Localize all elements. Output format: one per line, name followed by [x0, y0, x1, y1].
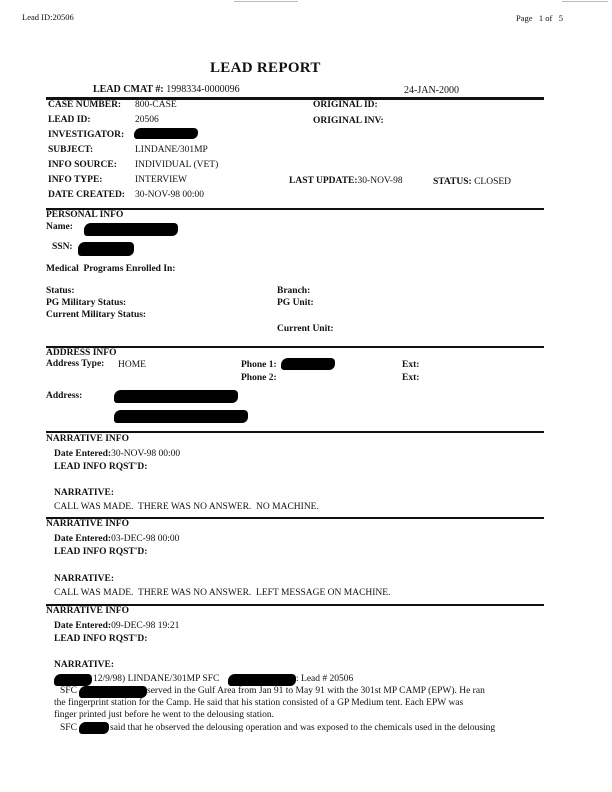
- date-entered-label: Date Entered:: [54, 621, 112, 631]
- info-type-label: INFO TYPE:: [48, 175, 103, 185]
- redaction-narrative-name: [79, 722, 109, 734]
- cmat-label: LEAD CMAT #:: [93, 84, 164, 95]
- narrative-label: NARRATIVE:: [54, 488, 114, 498]
- address-type-value: HOME: [118, 360, 146, 370]
- lead-info-rqstd-label: LEAD INFO RQST'D:: [54, 634, 148, 644]
- cmat-row: [93, 84, 240, 95]
- branch-label: Branch:: [277, 286, 311, 296]
- narrative-line: finger printed just before he went to the delousing station.: [54, 710, 275, 720]
- narrative-info-heading: NARRATIVE INFO: [46, 434, 129, 444]
- status-value: CLOSED: [474, 177, 512, 187]
- narrative-date-entered: [54, 621, 179, 631]
- ssn-label: SSN:: [52, 242, 73, 252]
- redaction-ssn: [78, 242, 134, 256]
- scan-edge-mark: [234, 1, 298, 2]
- redaction-address-line1: [114, 390, 238, 403]
- page-title: LEAD REPORT: [210, 60, 321, 76]
- last-update-value: 30-NOV-98: [357, 176, 403, 186]
- status-label: STATUS:: [433, 177, 472, 187]
- divider: [46, 346, 544, 348]
- redaction-narrative-prefix: [54, 674, 92, 686]
- name-label: Name:: [46, 222, 73, 232]
- scan-edge-mark: [562, 1, 608, 2]
- info-source-value: INDIVIDUAL (VET): [135, 160, 219, 170]
- page-number: Page 1 of 5: [516, 13, 563, 23]
- current-military-status-label: Current Military Status:: [46, 310, 147, 320]
- narrative-text: CALL WAS MADE. THERE WAS NO ANSWER. NO MACHINE.: [54, 502, 319, 512]
- original-id-label: ORIGINAL ID:: [313, 100, 378, 110]
- case-number-label: CASE NUMBER:: [48, 100, 122, 110]
- redaction-investigator: [134, 128, 198, 139]
- last-update-label: LAST UPDATE:: [289, 176, 358, 186]
- redaction-name: [84, 223, 178, 236]
- original-inv-label: ORIGINAL INV:: [313, 116, 384, 126]
- narrative-label: NARRATIVE:: [54, 574, 114, 584]
- investigator-label: INVESTIGATOR:: [48, 130, 125, 140]
- narrative-date-entered: [54, 449, 180, 459]
- personal-info-heading: PERSONAL INFO: [46, 210, 124, 220]
- current-unit-label: Current Unit:: [277, 324, 334, 334]
- pg-unit-label: PG Unit:: [277, 298, 314, 308]
- status: [433, 177, 511, 187]
- date-entered-value: 30-NOV-98 00:00: [111, 449, 181, 459]
- case-number-value: 800-CASE: [135, 100, 177, 110]
- narrative-line: SFC: [60, 723, 77, 733]
- narrative-line: : Lead # 20506: [296, 674, 354, 684]
- narrative-line: served in the Gulf Area from Jan 91 to May 91 with the 301st MP CAMP (EPW). He ran: [147, 686, 485, 696]
- date-entered-label: Date Entered:: [54, 534, 112, 544]
- header-lead-id: Lead ID:20506: [22, 12, 74, 22]
- redaction-narrative-name: [228, 674, 296, 686]
- info-source-label: INFO SOURCE:: [48, 160, 117, 170]
- narrative-info-heading: NARRATIVE INFO: [46, 519, 129, 529]
- address-type-label: Address Type:: [46, 359, 105, 369]
- narrative-text: CALL WAS MADE. THERE WAS NO ANSWER. LEFT MESSAGE ON MACHINE.: [54, 588, 391, 598]
- ext2-label: Ext:: [402, 373, 420, 383]
- lead-info-rqstd-label: LEAD INFO RQST'D:: [54, 547, 148, 557]
- pg-military-status-label: PG Military Status:: [46, 298, 127, 308]
- date-entered-value: 03-DEC-98 00:00: [111, 534, 180, 544]
- narrative-line: the fingerprint station for the Camp. He said that his station consisted of a GP Medium tent. Each EPW was: [54, 698, 464, 708]
- narrative-label: NARRATIVE:: [54, 660, 114, 670]
- lead-id-value: 20506: [135, 115, 159, 125]
- subject-label: SUBJECT:: [48, 145, 94, 155]
- narrative-line: SFC: [60, 686, 77, 696]
- info-type-value: INTERVIEW: [135, 175, 187, 185]
- lead-info-rqstd-label: LEAD INFO RQST'D:: [54, 462, 148, 472]
- medical-programs-label: Medical Programs Enrolled In:: [46, 264, 176, 274]
- date-created-value: 30-NOV-98 00:00: [135, 190, 205, 200]
- address-label: Address:: [46, 391, 83, 401]
- status-field-label: Status:: [46, 286, 75, 296]
- report-date: 24-JAN-2000: [404, 85, 459, 96]
- phone1-label: Phone 1:: [241, 360, 277, 370]
- redaction-narrative-name: [79, 686, 147, 698]
- date-created-label: DATE CREATED:: [48, 190, 125, 200]
- ext1-label: Ext:: [402, 360, 420, 370]
- redaction-phone1: [281, 358, 335, 370]
- date-entered-value: 09-DEC-98 19:21: [111, 621, 180, 631]
- address-info-heading: ADDRESS INFO: [46, 348, 117, 358]
- subject-value: LINDANE/301MP: [135, 145, 208, 155]
- last-update: [289, 176, 403, 186]
- narrative-line: said that he observed the delousing operation and was exposed to the chemicals used in the delousing: [110, 723, 496, 733]
- narrative-date-entered: [54, 534, 179, 544]
- divider: [46, 431, 544, 433]
- date-entered-label: Date Entered:: [54, 449, 112, 459]
- narrative-line: 12/9/98) LINDANE/301MP SFC: [93, 674, 220, 684]
- lead-id-label: LEAD ID:: [48, 115, 91, 125]
- narrative-info-heading: NARRATIVE INFO: [46, 606, 129, 616]
- phone2-label: Phone 2:: [241, 373, 277, 383]
- cmat-value: 1998334-0000096: [166, 84, 240, 95]
- redaction-address-line2: [114, 410, 248, 423]
